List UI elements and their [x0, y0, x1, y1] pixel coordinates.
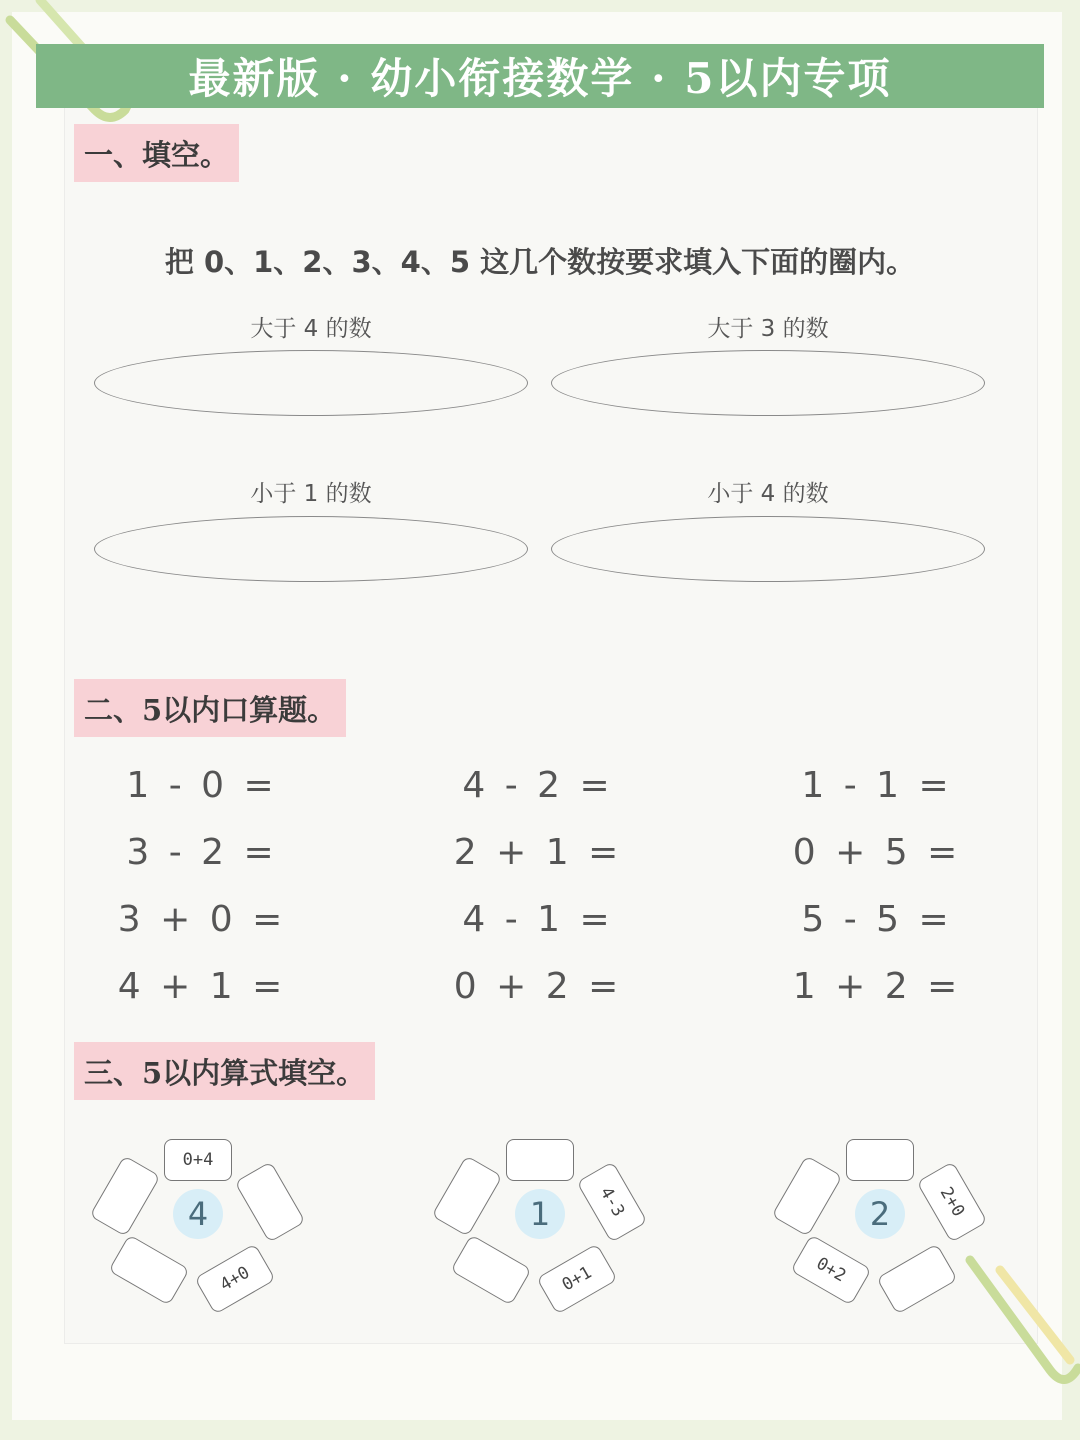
arithmetic-problem: 1 - 1 =: [801, 765, 953, 806]
answer-oval[interactable]: [94, 350, 528, 416]
section-heading-2: 二、5以内口算题。: [74, 679, 346, 737]
answer-oval[interactable]: [551, 350, 985, 416]
equation-card[interactable]: [876, 1243, 958, 1314]
arithmetic-problem: 1 - 0 =: [126, 765, 278, 806]
oval-label: 小于 4 的数: [707, 481, 829, 507]
arithmetic-problem: 1 + 2 =: [792, 966, 962, 1007]
answer-oval[interactable]: [94, 516, 528, 582]
section-heading-3: 三、5以内算式填空。: [74, 1042, 375, 1100]
equation-card[interactable]: [234, 1161, 305, 1243]
oval-label: 大于 3 的数: [707, 316, 829, 342]
arithmetic-problem: 3 + 0 =: [117, 899, 287, 940]
title-banner: [36, 44, 1044, 108]
arithmetic-problem: 0 + 5 =: [792, 832, 962, 873]
arithmetic-problem: 2 + 1 =: [453, 832, 623, 873]
page-title: 最新版 · 幼小衔接数学 · 5以内专项: [188, 54, 892, 103]
arithmetic-problem: 5 - 5 =: [801, 899, 953, 940]
answer-oval[interactable]: [551, 516, 985, 582]
equation-card[interactable]: [89, 1155, 160, 1237]
oval-label: 小于 1 的数: [250, 481, 372, 507]
oval-label: 大于 4 的数: [250, 316, 372, 342]
arithmetic-problem: 3 - 2 =: [126, 832, 278, 873]
arithmetic-problem: 4 - 2 =: [462, 765, 614, 806]
equation-card[interactable]: [846, 1139, 914, 1181]
fill-instruction: 把 0、1、2、3、4、5 这几个数按要求填入下面的圈内。: [164, 245, 916, 279]
equation-card[interactable]: 2+0: [916, 1161, 987, 1243]
equation-card[interactable]: [108, 1234, 190, 1305]
number-wheel: [78, 1125, 318, 1325]
number-wheel: [760, 1125, 1000, 1325]
arithmetic-problem: 4 + 1 =: [117, 966, 287, 1007]
equation-card[interactable]: [506, 1139, 574, 1181]
arithmetic-problem: 0 + 2 =: [453, 966, 623, 1007]
number-wheel: [420, 1125, 660, 1325]
equation-card[interactable]: 0+4: [164, 1139, 232, 1181]
section-heading-1: 一、填空。: [74, 124, 239, 182]
equation-card[interactable]: [450, 1234, 532, 1305]
arithmetic-problem: 4 - 1 =: [462, 899, 614, 940]
equation-card[interactable]: 0+1: [536, 1243, 618, 1314]
equation-card[interactable]: 4-3: [576, 1161, 647, 1243]
equation-card[interactable]: 0+2: [790, 1234, 872, 1305]
equation-card[interactable]: 4+0: [194, 1243, 276, 1314]
equation-card[interactable]: [431, 1155, 502, 1237]
wheel-center-number: 1: [515, 1189, 565, 1239]
equation-card[interactable]: [771, 1155, 842, 1237]
wheel-center-number: 4: [173, 1189, 223, 1239]
wheel-center-number: 2: [855, 1189, 905, 1239]
